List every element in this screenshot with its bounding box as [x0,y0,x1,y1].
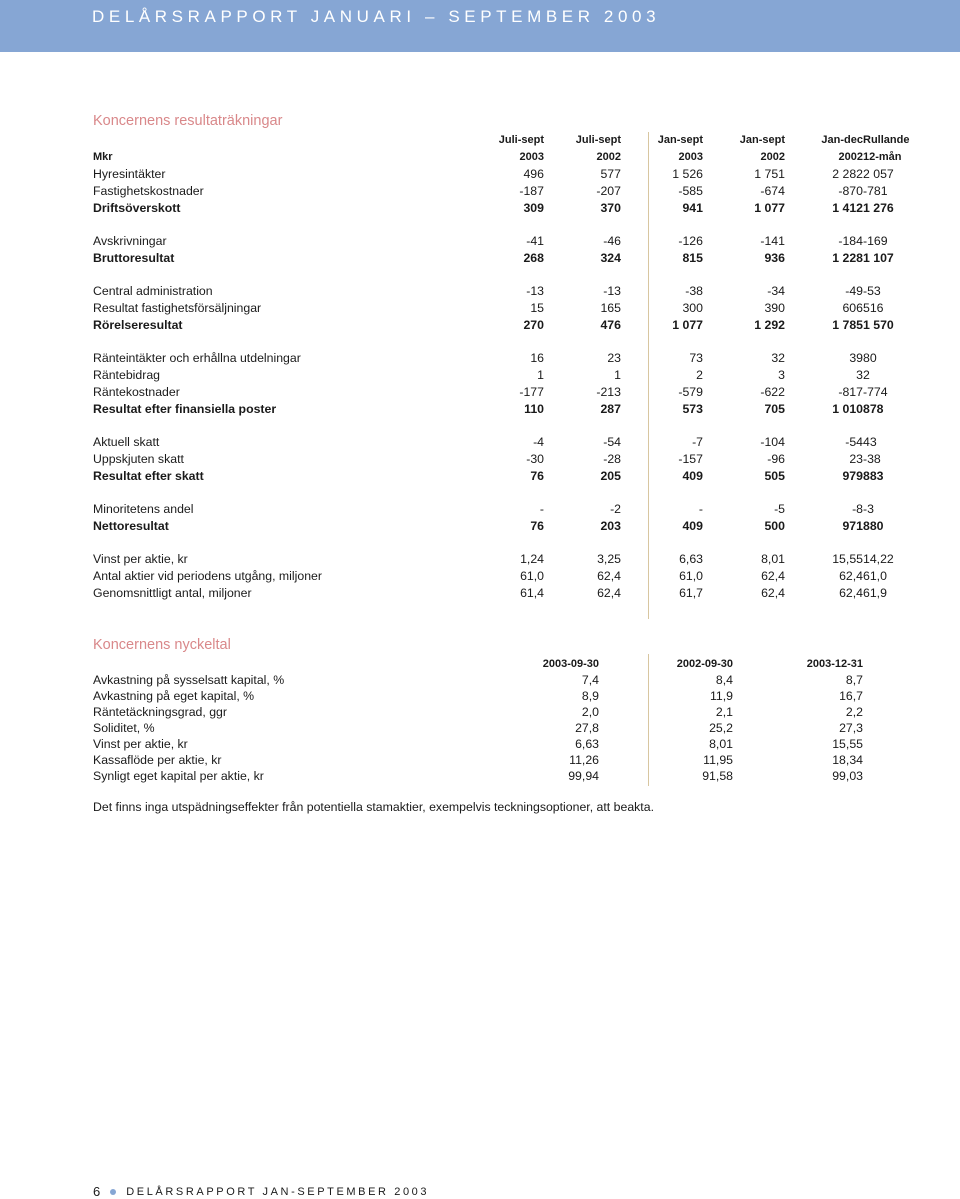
value-cell: 1 228 [832,251,863,265]
value-cell: 2 282 [832,167,863,181]
spacer-cell [93,267,429,283]
value-cell: -622 [760,385,785,399]
value-cell: 23 [849,452,863,466]
value-cell: -187 [519,184,544,198]
column-header: 2003-09-30 [542,658,599,670]
column-header: Mkr [93,151,113,163]
income-statement-table [93,132,910,602]
row-label: Resultat efter skatt [93,469,204,483]
value-cell: 8,7 [845,673,863,687]
value-cell: 62,4 [839,569,863,583]
value-cell: 1 077 [672,318,703,332]
spacer-cell [429,585,462,602]
value-cell: -177 [519,385,544,399]
value-cell: 7,4 [581,673,599,687]
spacer-cell [462,485,544,501]
value-cell: -817 [838,385,863,399]
value-cell: 99,94 [568,769,599,783]
value-cell: 370 [600,201,621,215]
row-label: Resultat fastighetsförsäljningar [93,301,262,315]
value-cell: 8,9 [581,689,599,703]
spacer-row [93,217,863,233]
table-row: Central administration -13 -13 -38 -34 -49 -53 [93,284,881,298]
table-row: Räntebidrag 1 1 2 3 3 2 [93,368,870,382]
value-cell: -5 [774,502,785,516]
value-cell: -38 [685,284,703,298]
row-label: Räntekostnader [93,385,180,399]
row-label: Nettoresultat [93,519,169,533]
spacer-cell [429,434,462,451]
value-cell: 409 [682,469,703,483]
column-header [93,656,433,672]
value-cell: 3 [856,368,863,382]
row-label: Avskrivningar [93,234,167,248]
column-header: 2003 [519,151,544,163]
column-header: Jan-sept [657,134,703,146]
value-cell: -579 [678,385,703,399]
value-cell: 941 [682,201,703,215]
value-cell: -28 [603,452,621,466]
table-header-row: Juli-sept Juli-sept Jan-sept Jan-sept Jan-dec Rullande [93,132,863,149]
column-header: Jan-dec [821,134,863,146]
row-label: Ränteintäkter och erhållna utdelningar [93,351,301,365]
value-cell: 61,4 [520,586,544,600]
column-header: 2003 [678,151,703,163]
spacer-cell [429,518,462,535]
column-header [429,149,462,166]
table-header-row [93,656,863,672]
table-row: Driftsöverskott 309 370 941 1 077 1 412 1 276 [93,201,894,215]
spacer-cell [429,451,462,468]
value-cell: 3 [778,368,785,382]
value-cell: 1 785 [832,318,863,332]
column-header: Juli-sept [575,134,621,146]
row-label: Driftsöverskott [93,201,181,215]
value-cell: 1,24 [520,552,544,566]
value-cell: 16 [530,351,544,365]
value-cell: 1 010 [832,402,863,416]
value-cell: 577 [600,167,621,181]
value-cell: - [539,502,544,516]
value-cell: 500 [764,519,785,533]
value-cell: 971 [842,519,863,533]
value-cell: 2,0 [581,705,599,719]
spacer-cell [429,334,462,350]
spacer-row [93,418,863,434]
value-cell: 573 [682,402,703,416]
column-header: Jan-sept [739,134,785,146]
row-label: Avkastning på eget kapital, % [93,689,255,703]
value-cell: 936 [764,251,785,265]
value-cell: -157 [678,452,703,466]
value-cell: 25,2 [709,721,733,735]
value-cell: -126 [678,234,703,248]
table-row [93,720,863,736]
value-cell: -34 [767,284,785,298]
value-cell: 505 [764,469,785,483]
row-label: Rörelseresultat [93,318,183,332]
value-cell: 11,26 [569,753,599,767]
spacer-cell [93,485,429,501]
column-header: 2002 [596,151,621,163]
key-figures-table [93,656,863,784]
spacer-cell [429,250,462,267]
row-label: Vinst per aktie, kr [93,737,188,751]
value-cell: 287 [600,402,621,416]
value-cell: 2,2 [845,705,863,719]
row-label: Räntebidrag [93,368,160,382]
column-header: 2002-09-30 [676,658,733,670]
spacer-cell [785,334,863,350]
value-cell: -7 [692,435,703,449]
value-cell: -2 [610,502,621,516]
row-label: Bruttoresultat [93,251,175,265]
spacer-cell [429,568,462,585]
table-row: Rörelseresultat 270 476 1 077 1 292 1 785 1 570 [93,318,894,332]
row-label: Fastighetskostnader [93,184,204,198]
row-label: Central administration [93,284,213,298]
value-cell: 2,1 [715,705,733,719]
value-cell: 705 [764,402,785,416]
value-cell: 606 [842,301,863,315]
footnote: Det finns inga utspädningseffekter från potentiella stamaktier, exempelvis teckningsoptioner, att beakta. [93,800,654,814]
column-header: 2002 [760,151,785,163]
table-row [93,704,863,720]
value-cell: 390 [764,301,785,315]
value-cell: 1 526 [672,167,703,181]
value-cell: -49 [845,284,863,298]
table-row: Resultat efter skatt 76 205 409 505 979 883 [93,469,884,483]
value-cell: 1 412 [832,201,863,215]
spacer-cell [429,267,462,283]
value-cell: 815 [682,251,703,265]
value-cell: 409 [682,519,703,533]
spacer-cell [429,166,462,183]
row-label: Synligt eget kapital per aktie, kr [93,769,264,783]
value-cell: 2 [696,368,703,382]
spacer-cell [93,217,429,233]
spacer-cell [544,217,621,233]
spacer-cell [429,384,462,401]
spacer-cell [429,367,462,384]
table-row: Resultat efter finansiella poster 110 287 573 705 1 010 878 [93,402,884,416]
table-row: Nettoresultat 76 203 409 500 971 880 [93,519,884,533]
spacer-cell [703,267,785,283]
spacer-cell [621,485,703,501]
spacer-cell [429,233,462,250]
spacer-cell [544,334,621,350]
spacer-cell [544,267,621,283]
value-cell: 76 [530,469,544,483]
value-cell: 1 077 [754,201,785,215]
value-cell: 270 [523,318,544,332]
value-cell: -41 [526,234,544,248]
spacer-cell [429,535,462,551]
value-cell: - [698,502,703,516]
value-cell: 16,7 [839,689,863,703]
value-cell: -54 [845,435,863,449]
column-header [429,132,462,149]
spacer-cell [462,267,544,283]
table-row: Uppskjuten skatt -30 -28 -157 -96 23 -38 [93,452,881,466]
value-cell: -46 [603,234,621,248]
spacer-cell [429,551,462,568]
spacer-cell [429,401,462,418]
spacer-row [93,334,863,350]
key-figures-title: Koncernens nyckeltal [93,637,231,653]
spacer-cell [429,485,462,501]
row-label: Antal aktier vid periodens utgång, miljoner [93,569,322,583]
spacer-cell [93,535,429,551]
spacer-cell [429,283,462,300]
spacer-cell [462,334,544,350]
value-cell: 62,4 [761,569,785,583]
page-footer [93,1184,429,1199]
spacer-cell [785,267,863,283]
row-label: Minoritetens andel [93,502,194,516]
spacer-cell [785,418,863,434]
value-cell: 1 292 [754,318,785,332]
table-row [93,752,863,768]
row-label: Uppskjuten skatt [93,452,184,466]
table-row [93,768,863,784]
income-statement-title: Koncernens resultaträkningar [93,113,283,129]
value-cell: 62,4 [761,586,785,600]
value-cell: 91,58 [702,769,733,783]
spacer-cell [703,217,785,233]
value-cell: 324 [600,251,621,265]
value-cell: 110 [524,402,544,416]
value-cell: 11,9 [709,689,733,703]
value-cell: 6,63 [575,737,599,751]
value-cell: 18,34 [832,753,863,767]
value-cell: 496 [523,167,544,181]
value-cell: 203 [600,519,621,533]
spacer-cell [544,535,621,551]
table-row: Ränteintäkter och erhållna utdelningar 16 23 73 32 39 80 [93,351,877,365]
value-cell: 300 [682,301,703,315]
value-cell: -13 [526,284,544,298]
table-header-row: Mkr 2003 2002 2003 2002 2002 12-mån [93,149,863,166]
table-row: Vinst per aktie, kr 1,24 3,25 6,63 8,01 15,55 14,22 [93,552,894,566]
table-row: Resultat fastighetsförsäljningar 15 165 300 390 606 516 [93,301,884,315]
page-number: 6 [93,1184,101,1199]
spacer-cell [429,183,462,200]
spacer-cell [785,535,863,551]
column-header: 2002 [838,151,863,163]
row-label: Resultat efter finansiella poster [93,402,277,416]
spacer-cell [785,217,863,233]
spacer-cell [703,535,785,551]
column-header: 2003-12-31 [806,658,863,670]
spacer-row [93,535,863,551]
row-label: Räntetäckningsgrad, ggr [93,705,227,719]
value-cell: 62,4 [597,569,621,583]
value-cell: 1 751 [754,167,785,181]
table-row: Hyresintäkter 496 577 1 526 1 751 2 282 2 057 [93,167,894,181]
table-row: Avskrivningar -41 -46 -126 -141 -184 -169 [93,234,888,248]
spacer-cell [429,200,462,217]
value-cell: 268 [523,251,544,265]
table-row: Minoritetens andel - -2 - -5 -8 -3 [93,502,874,516]
value-cell: 3,25 [597,552,621,566]
spacer-cell [621,217,703,233]
spacer-cell [462,418,544,434]
column-header: Juli-sept [498,134,544,146]
value-cell: -4 [533,435,544,449]
table-row: Aktuell skatt -4 -54 -7 -104 -54 43 [93,435,877,449]
spacer-cell [429,317,462,334]
value-cell: -870 [838,184,863,198]
value-cell: -585 [678,184,703,198]
value-cell: 62,4 [839,586,863,600]
value-cell: -8 [852,502,863,516]
spacer-cell [621,334,703,350]
spacer-row [93,485,863,501]
value-cell: 62,4 [597,586,621,600]
value-cell: 61,0 [679,569,703,583]
value-cell: 61,0 [520,569,544,583]
row-label: Vinst per aktie, kr [93,552,188,566]
spacer-cell [703,334,785,350]
value-cell: 61,7 [679,586,703,600]
value-cell: 73 [689,351,703,365]
row-label: Kassaflöde per aktie, kr [93,753,222,767]
value-cell: 11,95 [703,753,733,767]
value-cell: -141 [760,234,785,248]
spacer-cell [544,485,621,501]
value-cell: 15,55 [832,737,863,751]
row-label: Aktuell skatt [93,435,160,449]
value-cell: 309 [523,201,544,215]
row-label: Genomsnittligt antal, miljoner [93,586,252,600]
spacer-cell [429,501,462,518]
spacer-cell [621,535,703,551]
table-row: Bruttoresultat 268 324 815 936 1 228 1 107 [93,251,894,265]
value-cell: 6,63 [679,552,703,566]
value-cell: 39 [849,351,863,365]
table-row [93,736,863,752]
value-cell: -207 [596,184,621,198]
spacer-cell [544,418,621,434]
table-row: Fastighetskostnader -187 -207 -585 -674 -870 -781 [93,184,888,198]
spacer-cell [621,418,703,434]
value-cell: -54 [603,435,621,449]
value-cell: 8,01 [709,737,733,751]
spacer-cell [429,468,462,485]
value-cell: 15,55 [832,552,863,566]
value-cell: 1 [614,368,621,382]
header-banner [0,0,960,52]
spacer-cell [703,418,785,434]
value-cell: 8,4 [715,673,733,687]
spacer-cell [93,334,429,350]
spacer-cell [429,418,462,434]
spacer-cell [785,485,863,501]
bullet-icon [110,1189,116,1195]
row-label: Avkastning på sysselsatt kapital, % [93,673,285,687]
value-cell: -30 [526,452,544,466]
value-cell: -213 [596,385,621,399]
value-cell: 99,03 [832,769,863,783]
table-row [93,688,863,704]
value-cell: -104 [760,435,785,449]
value-cell: -96 [767,452,785,466]
footer-title: DELÅRSRAPPORT JAN-SEPTEMBER 2003 [126,1185,430,1198]
table-row [93,672,863,688]
value-cell: 27,8 [575,721,599,735]
row-label: Soliditet, % [93,721,155,735]
spacer-row [93,267,863,283]
value-cell: -13 [603,284,621,298]
value-cell: 15 [530,301,544,315]
spacer-cell [429,217,462,233]
spacer-cell [93,418,429,434]
value-cell: 8,01 [761,552,785,566]
spacer-cell [429,300,462,317]
spacer-cell [621,267,703,283]
value-cell: -184 [838,234,863,248]
value-cell: 205 [600,469,621,483]
report-title: DELÅRSRAPPORT JANUARI – SEPTEMBER 2003 [92,7,661,26]
spacer-cell [462,535,544,551]
value-cell: 23 [607,351,621,365]
value-cell: 165 [600,301,621,315]
value-cell: 32 [771,351,785,365]
value-cell: 27,3 [839,721,863,735]
value-cell: 76 [530,519,544,533]
value-cell: -674 [760,184,785,198]
spacer-cell [429,350,462,367]
table-row: Antal aktier vid periodens utgång, miljoner 61,0 62,4 61,0 62,4 62,4 61,0 [93,569,887,583]
value-cell: 1 [537,368,544,382]
row-label: Hyresintäkter [93,167,166,181]
table-row: Genomsnittligt antal, miljoner 61,4 62,4 61,7 62,4 62,4 61,9 [93,586,887,600]
table-row: Räntekostnader -177 -213 -579 -622 -817 -774 [93,385,888,399]
value-cell: 476 [600,318,621,332]
column-header [93,132,429,149]
value-cell: 979 [842,469,863,483]
spacer-cell [703,485,785,501]
spacer-cell [462,217,544,233]
